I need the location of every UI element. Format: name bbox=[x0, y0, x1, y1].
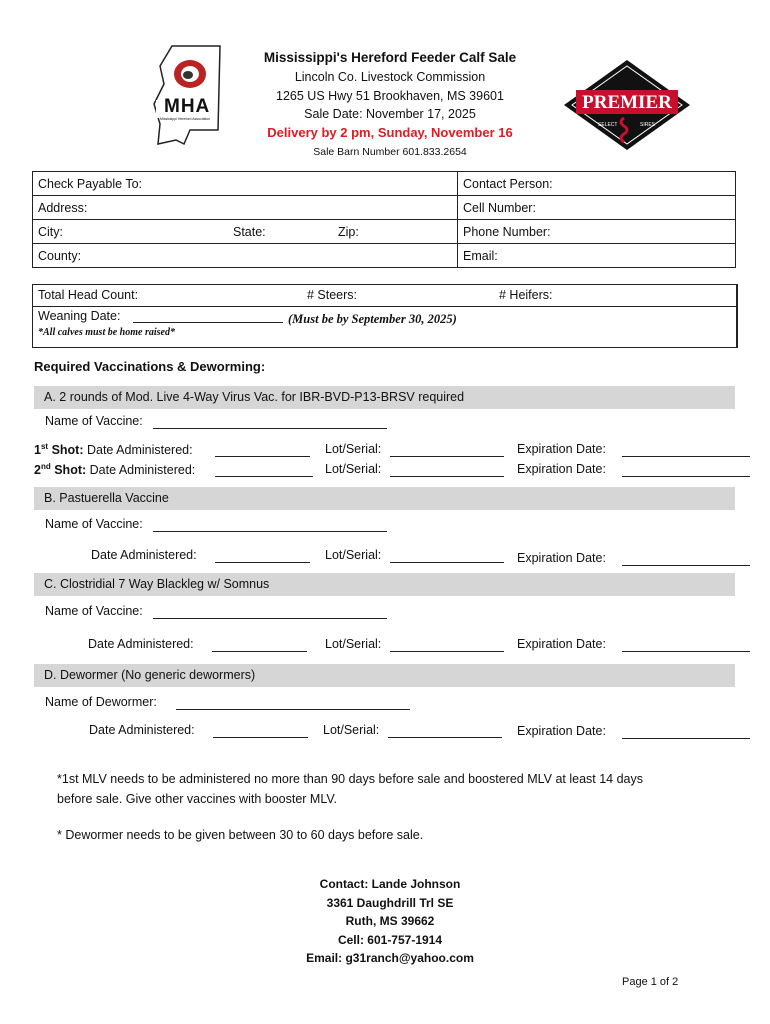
second-shot-expiration-input[interactable] bbox=[622, 464, 750, 477]
contact-email[interactable]: Email: g31ranch@yahoo.com bbox=[306, 951, 474, 965]
heifers-label[interactable]: # Heifers: bbox=[499, 288, 553, 302]
mha-text: MHA bbox=[164, 96, 211, 117]
head-count-divider bbox=[32, 306, 737, 307]
delivery-deadline: Delivery by 2 pm, Sunday, November 16 bbox=[267, 124, 513, 140]
premier-logo bbox=[562, 58, 692, 154]
second-shot-date-input[interactable] bbox=[215, 464, 313, 477]
section-b-band bbox=[34, 487, 735, 510]
lot-serial-input-d[interactable] bbox=[388, 725, 502, 738]
contact-street: 3361 Daughdrill Trl SE bbox=[326, 895, 454, 910]
first-shot-expiration-input[interactable] bbox=[622, 444, 750, 457]
home-raised-note: *All calves must be home raised* bbox=[38, 327, 175, 338]
first-shot-date-input[interactable] bbox=[215, 444, 310, 457]
header bbox=[190, 48, 590, 162]
address-field[interactable]: Address: bbox=[33, 196, 458, 220]
contact-person-field[interactable]: Contact Person: bbox=[458, 172, 736, 196]
venue-name: Lincoln Co. Livestock Commission bbox=[294, 70, 486, 84]
contact-form bbox=[32, 171, 736, 268]
zip-label: Zip: bbox=[338, 225, 359, 239]
mlv-note-line1: *1st MLV needs to be administered no more than 90 days before sale and boostered MLV at least 14 days bbox=[57, 772, 644, 786]
cell-number-field[interactable]: Cell Number: bbox=[458, 196, 736, 220]
lot-serial-label-c: Lot/Serial: bbox=[325, 637, 382, 651]
email-field[interactable]: Email: bbox=[458, 244, 736, 268]
mlv-note-line2: before sale. Give other vaccines with booster MLV. bbox=[57, 792, 338, 806]
section-d-band bbox=[34, 664, 735, 687]
dewormer-name-label: Name of Dewormer: bbox=[45, 695, 157, 709]
vaccine-name-input-c[interactable] bbox=[153, 606, 387, 619]
first-shot-lot-input[interactable] bbox=[390, 444, 504, 457]
city-state-zip-field[interactable] bbox=[33, 220, 458, 244]
weaning-date-label: Weaning Date: bbox=[38, 309, 121, 323]
date-administered-input-d[interactable] bbox=[213, 725, 308, 738]
expiration-label-d: Expiration Date: bbox=[517, 724, 606, 738]
premier-select: SELECT bbox=[598, 122, 618, 128]
lot-serial-label-d: Lot/Serial: bbox=[323, 723, 380, 737]
first-shot-expiration-label: Expiration Date: bbox=[517, 442, 606, 456]
total-head-count-label[interactable]: Total Head Count: bbox=[38, 288, 139, 302]
phone-number-field[interactable]: Phone Number: bbox=[458, 220, 736, 244]
barn-phone: Sale Barn Number 601.833.2654 bbox=[313, 146, 467, 158]
contact-block bbox=[190, 875, 590, 968]
expiration-input-c[interactable] bbox=[622, 639, 750, 652]
sale-date: Sale Date: November 17, 2025 bbox=[304, 107, 476, 121]
second-shot-lot-input[interactable] bbox=[390, 464, 504, 477]
lot-serial-input-c[interactable] bbox=[390, 639, 504, 652]
date-administered-input-b[interactable] bbox=[215, 550, 310, 563]
vaccine-name-label-a: Name of Vaccine: bbox=[45, 414, 143, 428]
venue-address: 1265 US Hwy 51 Brookhaven, MS 39601 bbox=[276, 88, 504, 103]
check-payable-field[interactable]: Check Payable To: bbox=[33, 172, 458, 196]
lot-serial-input-b[interactable] bbox=[390, 550, 504, 563]
vaccine-name-input-b[interactable] bbox=[153, 519, 387, 532]
contact-city: Ruth, MS 39662 bbox=[345, 914, 435, 928]
section-a-band bbox=[34, 386, 735, 409]
premier-sires: SIRES bbox=[640, 122, 656, 128]
date-administered-input-c[interactable] bbox=[212, 639, 307, 652]
sale-title: Mississippi's Hereford Feeder Calf Sale bbox=[263, 50, 517, 65]
first-shot-row: 1st Shot: Date Administered: bbox=[34, 442, 193, 458]
vaccinations-heading: Required Vaccinations & Deworming: bbox=[34, 359, 266, 374]
date-administered-label-c: Date Administered: bbox=[88, 637, 194, 651]
contact-cell: Cell: 601-757-1914 bbox=[337, 932, 443, 947]
second-shot-lot-label: Lot/Serial: bbox=[325, 462, 382, 476]
premier-text: PREMIER bbox=[582, 92, 672, 113]
vaccine-name-label-b: Name of Vaccine: bbox=[45, 517, 143, 531]
expiration-label-c: Expiration Date: bbox=[517, 637, 606, 651]
weaning-date-input[interactable] bbox=[133, 310, 283, 323]
first-shot-lot-label: Lot/Serial: bbox=[325, 442, 382, 456]
expiration-label-b: Expiration Date: bbox=[517, 551, 606, 565]
section-d-title: D. Dewormer (No generic dewormers) bbox=[44, 668, 256, 682]
date-administered-label-b: Date Administered: bbox=[91, 548, 197, 562]
date-administered-label-d: Date Administered: bbox=[89, 723, 195, 737]
vaccine-name-input-a[interactable] bbox=[153, 416, 387, 429]
section-c-band bbox=[34, 573, 735, 596]
county-field[interactable]: County: bbox=[33, 244, 458, 268]
expiration-input-d[interactable] bbox=[622, 726, 750, 739]
city-label: City: bbox=[38, 224, 63, 239]
second-shot-expiration-label: Expiration Date: bbox=[517, 462, 606, 476]
weaning-note: (Must be by September 30, 2025) bbox=[288, 312, 457, 326]
mha-subtext: Mississippi Hereford Association bbox=[160, 117, 211, 121]
page-number: Page 1 of 2 bbox=[622, 976, 679, 988]
vaccine-name-label-c: Name of Vaccine: bbox=[45, 604, 143, 618]
second-shot-row: 2nd Shot: Date Administered: bbox=[34, 462, 196, 478]
lot-serial-label-b: Lot/Serial: bbox=[325, 548, 382, 562]
contact-name: Contact: Lande Johnson bbox=[319, 877, 461, 891]
state-label: State: bbox=[233, 225, 266, 239]
section-a-title: A. 2 rounds of Mod. Live 4-Way Virus Vac. for IBR-BVD-P13-BRSV required bbox=[44, 390, 465, 404]
dewormer-name-input[interactable] bbox=[176, 697, 410, 710]
section-c-title: C. Clostridial 7 Way Blackleg w/ Somnus bbox=[44, 577, 270, 591]
steers-label[interactable]: # Steers: bbox=[307, 288, 358, 302]
dewormer-note: * Dewormer needs to be given between 30 to 60 days before sale. bbox=[57, 828, 424, 842]
expiration-input-b[interactable] bbox=[622, 553, 750, 566]
section-b-title: B. Pastuerella Vaccine bbox=[44, 491, 169, 505]
